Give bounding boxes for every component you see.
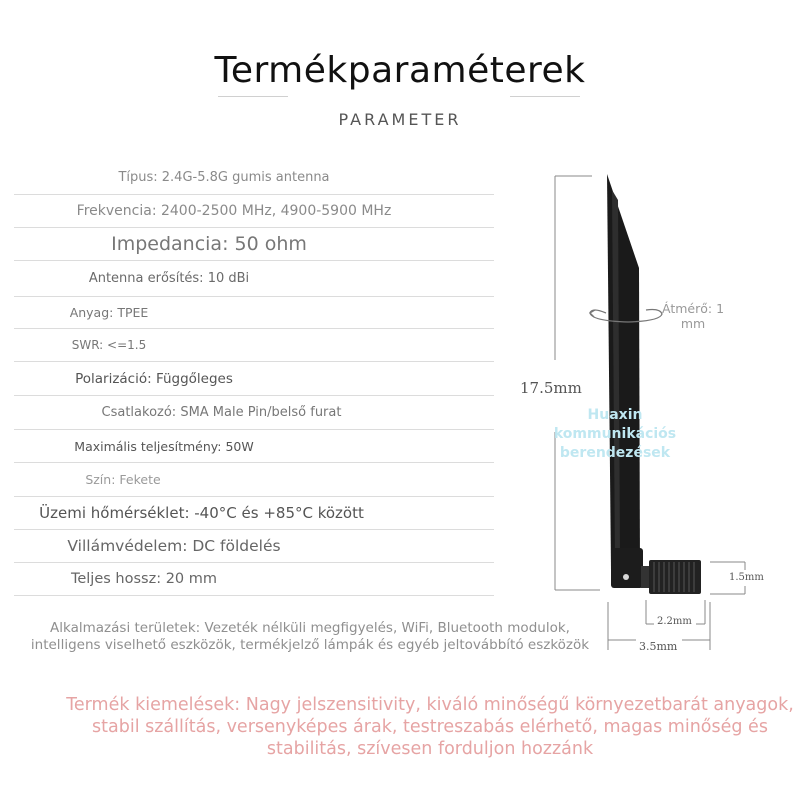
diameter-label-line-2: mm — [680, 316, 706, 331]
param-type: Típus: 2.4G-5.8G gumis antenna — [118, 169, 330, 185]
highlights-line-1: Termék kiemelések: Nagy jelszensitivity, kiváló minőségű környezetbarát anyagok, — [66, 695, 794, 715]
antenna-body — [607, 174, 640, 570]
param-row — [14, 297, 494, 329]
outer-width-label: 3.5mm — [639, 640, 678, 653]
param-row — [14, 195, 494, 228]
antenna-joint — [611, 548, 643, 588]
param-length: Teljes hossz: 20 mm — [70, 571, 218, 587]
applications-line-2: intelligens viselhető eszközök, termékjelző lámpák és egyéb jeltovábbító eszközök — [30, 637, 590, 653]
param-row — [14, 463, 494, 497]
page-title: Termékparaméterek — [214, 50, 586, 91]
sma-connector — [641, 560, 701, 594]
param-row — [14, 261, 494, 297]
title-divider-left — [218, 96, 288, 97]
param-row — [14, 362, 494, 396]
param-temperature: Üzemi hőmérséklet: -40°C és +85°C között — [39, 504, 364, 522]
inner-width-label: 2.2mm — [657, 616, 692, 627]
param-row — [14, 530, 494, 563]
diameter-label-line-1: Átmérő: 1 — [662, 301, 725, 316]
param-gain: Antenna erősítés: 10 dBi — [88, 271, 250, 286]
param-row — [14, 228, 494, 261]
watermark-line-1: Huaxin — [587, 407, 643, 423]
param-row — [14, 497, 494, 530]
param-impedance: Impedancia: 50 ohm — [111, 233, 307, 255]
param-row — [14, 160, 494, 195]
highlights-line-2: stabil szállítás, versenyképes árak, testreszabás elérhető, magas minőség és — [92, 717, 768, 737]
param-color: Szín: Fekete — [85, 472, 161, 487]
param-polarization: Polarizáció: Függőleges — [75, 370, 233, 387]
watermark-line-3: berendezések — [559, 445, 671, 461]
param-row — [14, 563, 494, 596]
connector-height-label: 1.5mm — [729, 572, 764, 583]
applications-line-1: Alkalmazási területek: Vezeték nélküli megfigyelés, WiFi, Bluetooth modulok, — [50, 620, 570, 636]
diameter-label — [662, 301, 724, 331]
highlights-text — [60, 694, 800, 760]
param-row — [14, 329, 494, 362]
param-row — [14, 396, 494, 430]
page-subtitle: PARAMETER — [338, 110, 462, 129]
param-swr: SWR: <=1.5 — [71, 338, 147, 352]
param-material: Anyag: TPEE — [69, 305, 149, 320]
param-lightning: Villámvédelem: DC földelés — [67, 537, 281, 555]
param-frequency: Frekvencia: 2400-2500 MHz, 4900-5900 MHz — [76, 203, 392, 219]
watermark-line-2: kommunikációs — [553, 426, 677, 442]
antenna-diagram — [500, 160, 800, 660]
watermark-text — [540, 406, 690, 463]
title-divider-right — [510, 96, 580, 97]
highlights-line-3: stabilitás, szívesen forduljon hozzánk — [266, 739, 594, 759]
param-row — [14, 430, 494, 463]
length-label: 17.5mm — [520, 379, 582, 397]
param-max-power: Maximális teljesítmény: 50W — [74, 438, 254, 454]
param-connector: Csatlakozó: SMA Male Pin/belső furat — [101, 405, 342, 420]
